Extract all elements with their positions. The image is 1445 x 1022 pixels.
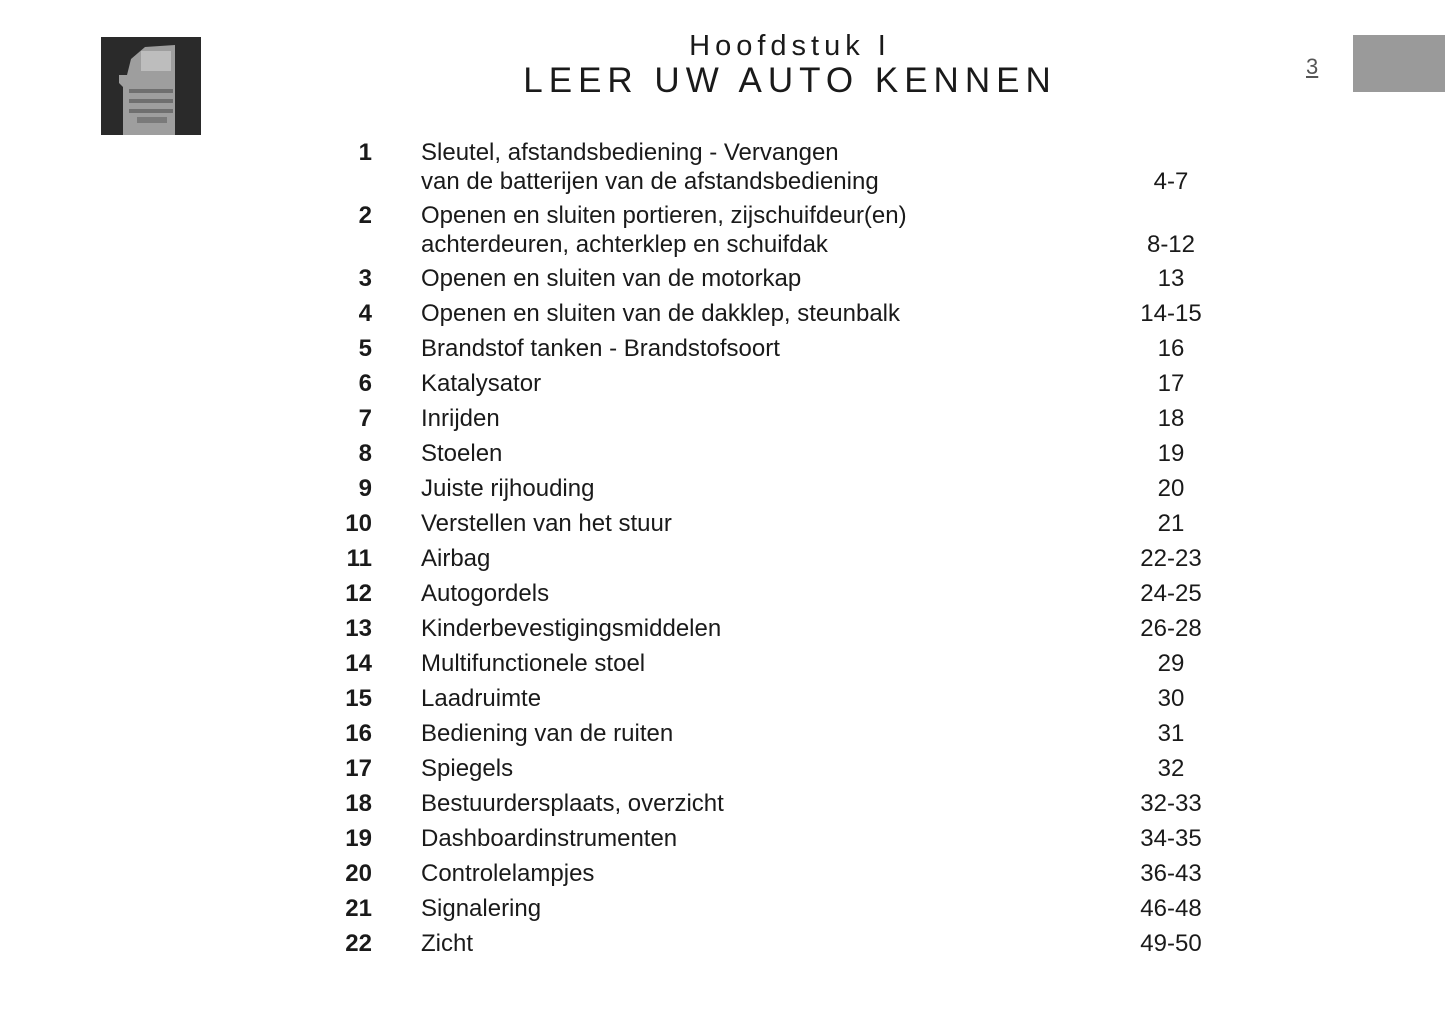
toc-pages: 31: [1157, 720, 1185, 747]
toc-number: 14: [345, 650, 372, 677]
toc-number: 21: [345, 895, 372, 922]
toc-title-line: Bestuurdersplaats, overzicht: [421, 790, 724, 817]
toc-pages: 49-50: [1140, 930, 1202, 957]
toc-title: [421, 579, 1121, 608]
toc-row: [320, 789, 1220, 818]
toc-pages: 32-33: [1140, 790, 1202, 817]
toc-pages: 20: [1157, 475, 1185, 502]
toc-pages: 46-48: [1140, 895, 1202, 922]
toc-title: [421, 789, 1121, 818]
toc-title-line: Controlelampjes: [421, 860, 595, 887]
toc-title-line: Multifunctionele stoel: [421, 650, 646, 677]
toc-number: 8: [358, 440, 372, 467]
toc-pages: 14-15: [1140, 300, 1202, 327]
toc-title-line: achterdeuren, achterklep en schuifdak: [421, 231, 828, 258]
toc-title-line: Zicht: [421, 930, 474, 957]
toc-number: 1: [358, 139, 372, 166]
toc-title: [421, 201, 1121, 259]
toc-pages: 36-43: [1140, 860, 1202, 887]
toc-row: [320, 859, 1220, 888]
toc-title: [421, 859, 1121, 888]
table-of-contents: [320, 138, 1220, 964]
toc-title: [421, 404, 1121, 433]
toc-title-line: Signalering: [421, 895, 542, 922]
toc-pages: 26-28: [1140, 615, 1202, 642]
toc-title: [421, 754, 1121, 783]
toc-pages: 13: [1157, 265, 1185, 292]
chapter-label: Hoofdstuk I: [689, 30, 891, 62]
toc-pages: 30: [1157, 685, 1185, 712]
toc-row: [320, 894, 1220, 923]
toc-title-line: Inrijden: [421, 405, 500, 432]
toc-title-line: Katalysator: [421, 370, 542, 397]
toc-pages: 24-25: [1140, 580, 1202, 607]
toc-title-line: Laadruimte: [421, 685, 542, 712]
toc-row: [320, 474, 1220, 503]
toc-number: 2: [358, 202, 372, 229]
toc-title-line: van de batterijen van de afstandsbediening: [421, 168, 879, 195]
toc-row: [320, 299, 1220, 328]
toc-row: [320, 824, 1220, 853]
toc-title-line: Stoelen: [421, 440, 503, 467]
toc-title: [421, 544, 1121, 573]
toc-number: 7: [358, 405, 372, 432]
toc-number: 10: [345, 510, 372, 537]
toc-number: 22: [345, 930, 372, 957]
toc-row: [320, 201, 1220, 259]
toc-number: 13: [345, 615, 372, 642]
toc-title-line: Juiste rijhouding: [421, 475, 595, 502]
toc-pages: 22-23: [1140, 545, 1202, 572]
toc-title-line: Airbag: [421, 545, 491, 572]
toc-title-line: Kinderbevestigingsmiddelen: [421, 615, 722, 642]
toc-title-line: Bediening van de ruiten: [421, 720, 674, 747]
toc-title: [421, 509, 1121, 538]
toc-pages: 4-7: [1153, 168, 1189, 195]
toc-number: 17: [345, 755, 372, 782]
toc-row: [320, 579, 1220, 608]
chapter-header: [420, 30, 1160, 100]
toc-row: [320, 544, 1220, 573]
toc-row: [320, 719, 1220, 748]
toc-row: [320, 138, 1220, 196]
toc-title: [421, 929, 1121, 958]
toc-pages: 17: [1157, 370, 1185, 397]
toc-title: [421, 894, 1121, 923]
chapter-tab: [1353, 35, 1445, 92]
toc-pages: 16: [1157, 335, 1185, 362]
toc-row: [320, 614, 1220, 643]
toc-title: [421, 299, 1121, 328]
toc-pages: 29: [1157, 650, 1185, 677]
toc-pages: 19: [1157, 440, 1185, 467]
toc-title: [421, 334, 1121, 363]
toc-title: [421, 474, 1121, 503]
toc-title: [421, 614, 1121, 643]
toc-number: 3: [358, 265, 372, 292]
toc-row: [320, 439, 1220, 468]
toc-title-line: Sleutel, afstandsbediening - Vervangen: [421, 139, 839, 166]
toc-row: [320, 334, 1220, 363]
toc-pages: 32: [1157, 755, 1185, 782]
toc-title-line: Spiegels: [421, 755, 514, 782]
toc-title: [421, 264, 1121, 293]
toc-title: [421, 649, 1121, 678]
car-seat-side-icon: [101, 37, 201, 135]
toc-row: [320, 929, 1220, 958]
toc-number: 20: [345, 860, 372, 887]
toc-number: 5: [358, 335, 372, 362]
toc-title-line: Dashboardinstrumenten: [421, 825, 678, 852]
toc-row: [320, 264, 1220, 293]
toc-number: 15: [345, 685, 372, 712]
toc-title-line: Verstellen van het stuur: [421, 510, 672, 537]
toc-title: [421, 369, 1121, 398]
toc-pages: 34-35: [1140, 825, 1202, 852]
toc-pages: 18: [1157, 405, 1185, 432]
toc-title: [421, 719, 1121, 748]
toc-number: 12: [345, 580, 372, 607]
toc-number: 9: [358, 475, 372, 502]
toc-title-line: Openen en sluiten portieren, zijschuifdeur(en): [421, 202, 907, 229]
toc-number: 18: [345, 790, 372, 817]
page-number: 3: [1306, 54, 1319, 79]
toc-number: 6: [358, 370, 372, 397]
toc-title: [421, 684, 1121, 713]
toc-number: 4: [358, 300, 372, 327]
toc-pages: 8-12: [1146, 231, 1196, 258]
toc-title: [421, 824, 1121, 853]
toc-row: [320, 404, 1220, 433]
toc-row: [320, 684, 1220, 713]
chapter-title: LEER UW AUTO KENNEN: [523, 61, 1057, 100]
toc-number: 11: [346, 545, 372, 572]
toc-number: 16: [345, 720, 372, 747]
toc-title-line: Autogordels: [421, 580, 550, 607]
toc-row: [320, 509, 1220, 538]
toc-title-line: Brandstof tanken - Brandstofsoort: [421, 335, 780, 362]
toc-title: [421, 439, 1121, 468]
toc-title-line: Openen en sluiten van de motorkap: [421, 265, 802, 292]
toc-row: [320, 649, 1220, 678]
toc-number: 19: [345, 825, 372, 852]
toc-title-line: Openen en sluiten van de dakklep, steunbalk: [421, 300, 901, 327]
toc-row: [320, 754, 1220, 783]
toc-row: [320, 369, 1220, 398]
toc-title: [421, 138, 1121, 196]
toc-pages: 21: [1157, 510, 1185, 537]
